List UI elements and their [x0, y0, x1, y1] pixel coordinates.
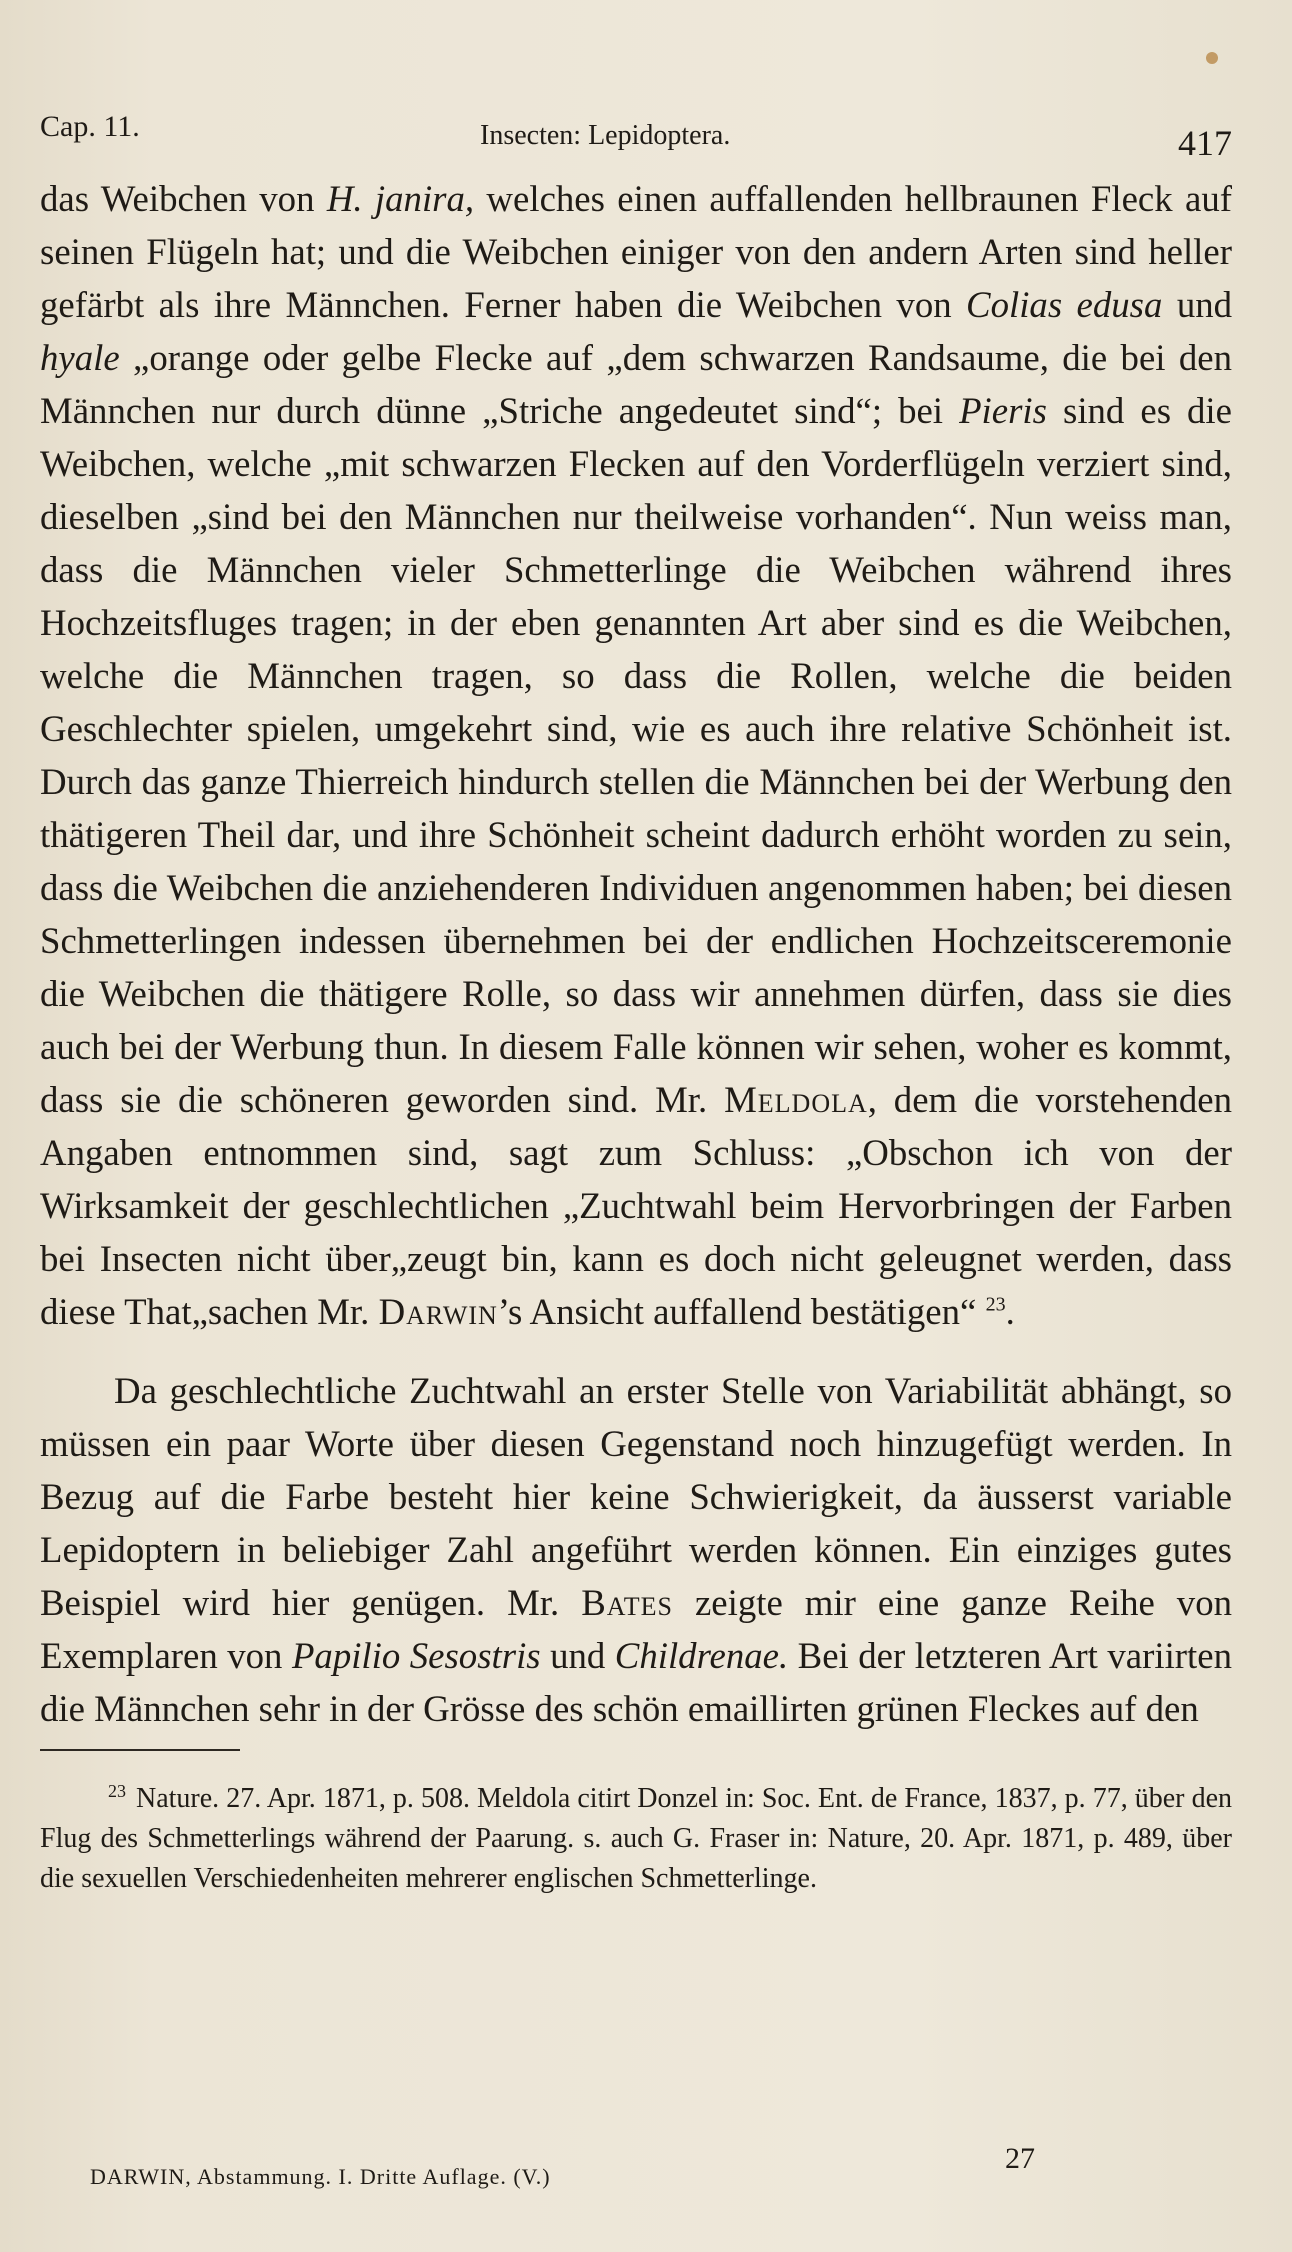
page-number: 417 [1178, 123, 1232, 163]
sheet-number: 27 [1005, 2142, 1035, 2175]
ink-spot [1206, 52, 1218, 64]
text-run: ’s Ansicht auffallend bestätigen“ [497, 1291, 986, 1332]
text-run: und [1162, 284, 1233, 325]
text-run: sind es die Weibchen, welche „mit schwarzen Flecken auf den Vorderflügeln verziert sind, dieselben „sind bei den Männchen nur theilweise vorhanden“. Nun weiss man, dass die Männchen vieler Schmetterlinge die Weibchen während ihres Hochzeitsfluges tragen; in der eben genannten Art aber sind es die Weibchen, welche die Männchen tragen, so dass die Rollen, welche die beiden Geschlechter spielen, umgekehrt sind, wie es auch ihre relative Schönheit ist. Durch das ganze Thierreich hindurch stellen die Männchen bei der Werbung den thätigeren Theil dar, und ihre Schönheit scheint dadurch erhöht worden zu sein, dass die Weibchen die anziehenderen Individuen angenommen haben; bei diesen Schmetterlingen indessen übernehmen bei der endlichen Hochzeitsceremonie die Weibchen die thätigere Rolle, so dass wir annehmen dürfen, dass sie dies auch bei der Werbung thun. In diesem Falle können wir sehen, woher es kommt, dass sie die schöneren geworden sind. Mr. [40, 390, 1232, 1120]
footnote-reference: 23 [985, 1293, 1006, 1316]
author-name: Darwin [378, 1291, 498, 1332]
paragraph-2 [40, 1364, 1232, 1735]
text-run: zeigte mir eine ganze Reihe von Exemplaren von [40, 1582, 1232, 1676]
text-run: und [540, 1635, 615, 1676]
running-title: Insecten: Lepidoptera. [480, 120, 731, 151]
text-run: das Weibchen von [40, 178, 327, 219]
species-name: Colias edusa [966, 284, 1163, 325]
text-run: welches einen auffallenden hellbraunen Fleck auf seinen Flügeln hat; und die Weibchen einiger von den andern Arten sind heller gefärbt als ihre Männchen. Ferner haben die Weibchen von [40, 178, 1232, 325]
species-name: hyale [40, 337, 120, 378]
paragraph-1 [40, 172, 1232, 1338]
chapter-label: Cap. 11. [40, 110, 140, 143]
printer-signature: DARWIN, Abstammung. I. Dritte Auflage. (V.) [90, 2164, 551, 2189]
text-run: Bei der letzteren Art variirten die Männchen sehr in der Grösse des schön emaillirten grünen Fleckes auf den [40, 1635, 1233, 1729]
text-run: „orange oder gelbe Flecke auf „dem schwarzen Randsaume, die bei den Männchen nur durch dünne „Striche angedeutet sind“; bei [40, 337, 1232, 431]
footnote-mark: 23 [108, 1780, 126, 1801]
author-name: Meldola [724, 1079, 868, 1120]
species-name: Childrenae. [614, 1635, 789, 1676]
page-footer [40, 2142, 1232, 2192]
author-name: Bates [581, 1582, 673, 1623]
body-text [40, 172, 1232, 1735]
text-run: , dem die vorstehenden Angaben entnommen sind, sagt zum Schluss: „Obschon ich von der Wirksamkeit der geschlechtlichen „Zuchtwahl beim Hervorbringen der Farben bei Insecten nicht über„zeugt bin, kann es doch nicht geleugnet werden, dass diese That„sachen Mr. [40, 1079, 1232, 1332]
species-name: Papilio Sesostris [291, 1635, 541, 1676]
footnote [40, 1779, 1232, 1899]
footnote-divider [40, 1749, 240, 1751]
running-head [40, 92, 1232, 164]
species-name: H. janira, [326, 178, 475, 219]
text-run: . [1005, 1291, 1015, 1332]
text-run: Da geschlechtliche Zuchtwahl an erster Stelle von Variabilität abhängt, so müssen ein paar Worte über diesen Gegenstand noch hinzugefügt werden. In Bezug auf die Farbe besteht hier keine Schwierigkeit, da äusserst variable Lepidoptern in beliebiger Zahl angeführt werden können. Ein einziges gutes Beispiel wird hier genügen. Mr. [40, 1370, 1232, 1623]
footnote-text: Nature. 27. Apr. 1871, p. 508. Meldola citirt Donzel in: Soc. Ent. de France, 1837, p. 77, über den Flug des Schmetterlings während der Paarung. s. auch G. Fraser in: Nature, 20. Apr. 1871, p. 489, über die sexuellen Verschiedenheiten mehrerer englischen Schmetterlinge. [40, 1783, 1232, 1894]
genus-name: Pieris [959, 390, 1047, 431]
